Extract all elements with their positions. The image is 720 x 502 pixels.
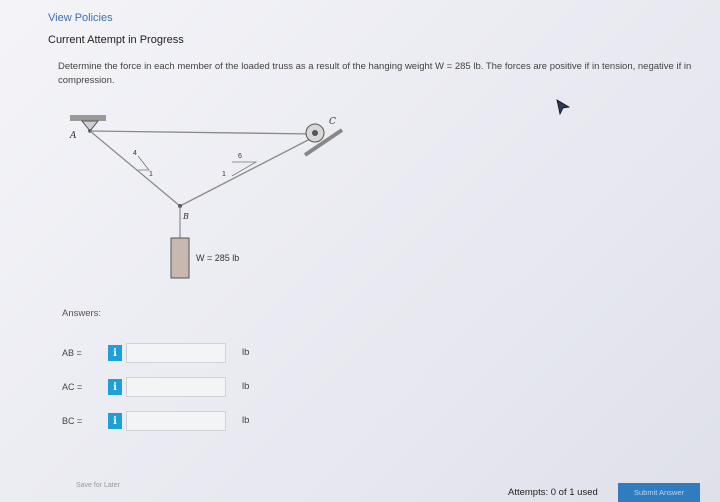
answer-label-bc: BC = (62, 416, 83, 426)
info-icon[interactable]: i (108, 413, 122, 429)
answer-row-ac (62, 376, 226, 398)
answer-label-ac: AC = (62, 382, 83, 392)
info-icon[interactable]: i (108, 345, 122, 361)
weight-label: W = 285 lb (196, 253, 240, 263)
attempt-status-heading: Current Attempt in Progress (48, 34, 184, 46)
question-text: Determine the force in each member of the loaded truss as a result of the hanging weight W = 285 lb. The forces are positive if in tension, negative if in compression. (58, 61, 692, 86)
slope-right-rise: 6 (238, 153, 242, 160)
answer-input-ab[interactable] (126, 343, 226, 363)
mouse-cursor-icon (555, 98, 571, 116)
answers-label: Answers: (62, 308, 102, 319)
label-a: A (70, 131, 77, 141)
ceiling-support (70, 115, 106, 121)
answer-row-ab (62, 342, 226, 364)
slope-triangle-left (138, 156, 149, 170)
info-icon[interactable]: i (108, 379, 122, 395)
unit-label-ab: lb (242, 347, 250, 358)
slope-right-run: 1 (222, 171, 226, 178)
member-bc (180, 138, 312, 206)
unit-label-bc: lb (242, 415, 250, 426)
slope-left-run: 1 (149, 171, 153, 178)
attempts-counter: Attempts: 0 of 1 used (508, 487, 598, 498)
slope-left-rise: 4 (133, 150, 137, 157)
answer-label-ab: AB = (62, 348, 82, 358)
submit-answer-button[interactable]: Submit Answer (618, 483, 700, 502)
save-for-later-link[interactable]: Save for Later (76, 482, 120, 489)
answer-input-ac[interactable] (126, 377, 226, 397)
member-ab (90, 131, 180, 206)
hanging-weight (171, 238, 189, 278)
view-policies-link[interactable]: View Policies (48, 12, 113, 24)
label-b: B (183, 212, 189, 221)
answer-input-bc[interactable] (126, 411, 226, 431)
label-c: C (329, 117, 336, 127)
answer-row-bc (62, 410, 226, 432)
unit-label-ac: lb (242, 381, 250, 392)
member-ac (90, 131, 316, 134)
truss-diagram (60, 108, 360, 288)
